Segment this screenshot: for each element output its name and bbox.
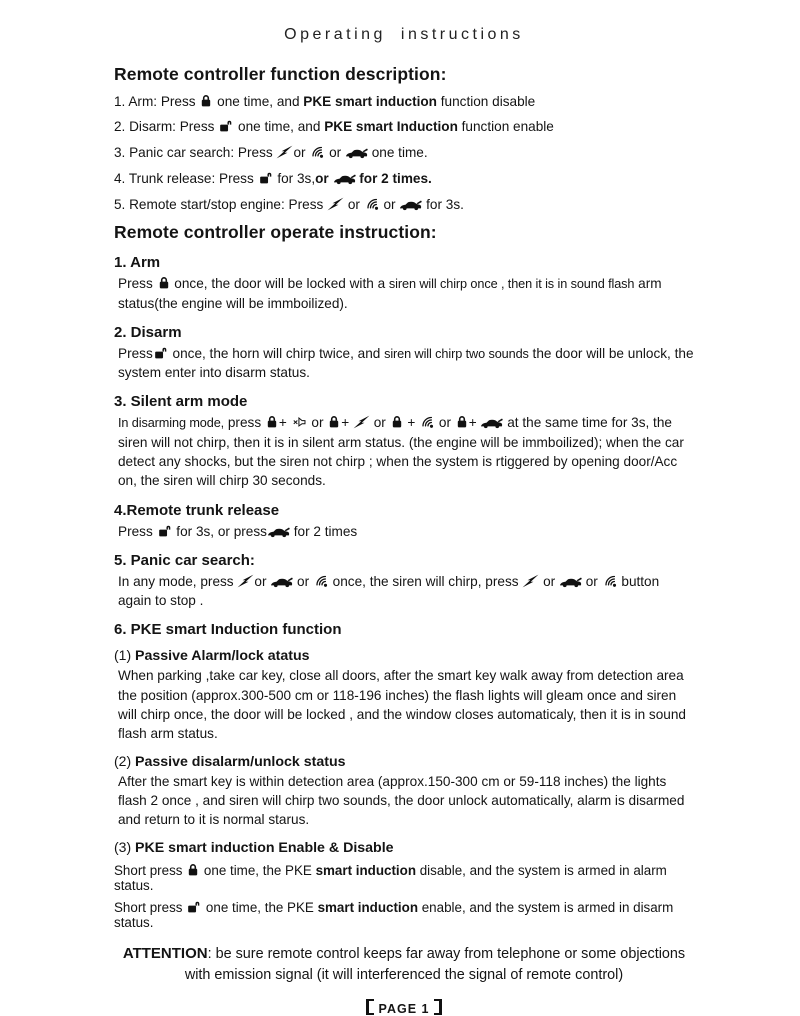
pke-sub2-heading: (2) Passive disalarm/unlock status [114,752,346,770]
signal-icon [309,144,325,159]
section-panic-search-heading: 5. Panic car search: [114,551,255,569]
pke-sub1-heading: (1) Passive Alarm/lock atatus [114,647,310,665]
list-item-trunk-release: 4. Trunk release: Press for 3s,or for 2 times. [114,171,432,187]
list-item-panic-search: 3. Panic car search: Press or or one time. [114,145,428,161]
signal-icon [313,573,329,588]
page-footer [114,999,694,1016]
page-number-label: PAGE 1 [378,1001,430,1016]
section-pke-heading: 6. PKE smart Induction function [114,621,342,639]
bolt-icon [522,574,539,588]
bolt-icon [237,574,254,588]
lock-icon [186,863,200,877]
list-item-arm: 1. Arm: Press one time, and PKE smart induction function disable [114,93,536,109]
pke-sub3-line-disable: Short press one time, the PKE smart induction disable, and the system is armed in alarm status. [114,862,667,893]
section-disarm-paragraph: Press once, the horn will chirp twice, and siren will chirp two sounds the door will be unlock, the system enter into disarm status. [118,345,694,381]
attention-note: ATTENTION: be sure remote control keeps far away from telephone or some objections with emission signal (it will interferenced the signal of remote control) [122,944,686,984]
list-item-disarm: 2. Disarm: Press one time, and PKE smart Induction function enable [114,119,554,135]
car-icon [267,526,290,538]
section-silent-arm-paragraph: In disarming mode, press + or + or + or + at the same time for 3s, the siren will not chirp, then it is in silent arm status. (the engine will be immboilized); when the car detect any shocks, but the siren not chirp ; when the system is rtiggered by opening door/Acc on, the siren will chirp 30 seconds. [118,415,684,489]
car-icon [270,576,293,588]
bolt-icon [276,145,293,159]
signal-icon [602,573,618,588]
lock-icon [327,415,341,429]
function-list [114,93,694,215]
pke-sub1-paragraph: When parking ,take car key, close all doors, after the smart key walk away from detection area the position (approx.300-500 cm or 118-196 inches) the flash lights will gleam once and siren will chirp once, the door will be locked , and the window closes automaticaly, then it is in sound flash arm status. [118,668,686,742]
pke-sub2-paragraph: After the smart key is within detection area (approx.150-300 cm or 59-118 inches) the lights flash 2 once , and siren will chirp two sounds, the door unlock automatically, alarm is disarmed and return to it is normal starus. [118,773,685,828]
car-icon [333,173,356,185]
unlock-icon [157,524,173,538]
bolt-icon [353,415,370,429]
lock-icon [199,94,213,108]
section-trunk-release-heading: 4.Remote trunk release [114,501,280,519]
car-icon [345,147,368,159]
section-arm-paragraph: Press once, the door will be locked with a siren will chirp once , then it is in sound flash arm status(the engine will be immboilized). [118,276,662,311]
mute-icon [291,415,308,429]
section-panic-search-paragraph: In any mode, press or or once, the siren will chirp, press or or button again to stop . [118,573,660,609]
car-icon [399,199,422,211]
lock-icon [455,415,469,429]
signal-icon [419,414,435,429]
unlock-icon [258,171,274,185]
pke-sub3-heading: (3) PKE smart induction Enable & Disable [114,838,394,856]
pke-sub3-line-enable: Short press one time, the PKE smart induction enable, and the system is armed in disarm status. [114,899,674,930]
right-bracket-icon [434,999,442,1015]
section-silent-arm-heading: 3. Silent arm mode [114,393,248,411]
unlock-icon [153,346,169,360]
car-icon [559,576,582,588]
unlock-icon [186,900,202,914]
bolt-icon [327,197,344,211]
section-arm-heading: 1. Arm [114,254,161,272]
lock-icon [390,415,404,429]
page-title: Operating instructions [284,26,524,43]
operate-instruction-heading: Remote controller operate instruction: [114,222,437,243]
lock-icon [265,415,279,429]
left-bracket-icon [366,999,374,1015]
list-item-remote-start: 5. Remote start/stop engine: Press or or for 3s. [114,196,464,212]
function-description-heading: Remote controller function description: [114,64,447,84]
section-trunk-release-paragraph: Press for 3s, or press for 2 times [118,523,358,539]
lock-icon [157,276,171,290]
signal-icon [364,196,380,211]
unlock-icon [218,119,234,133]
section-disarm-heading: 2. Disarm [114,323,182,341]
car-icon [480,417,503,429]
